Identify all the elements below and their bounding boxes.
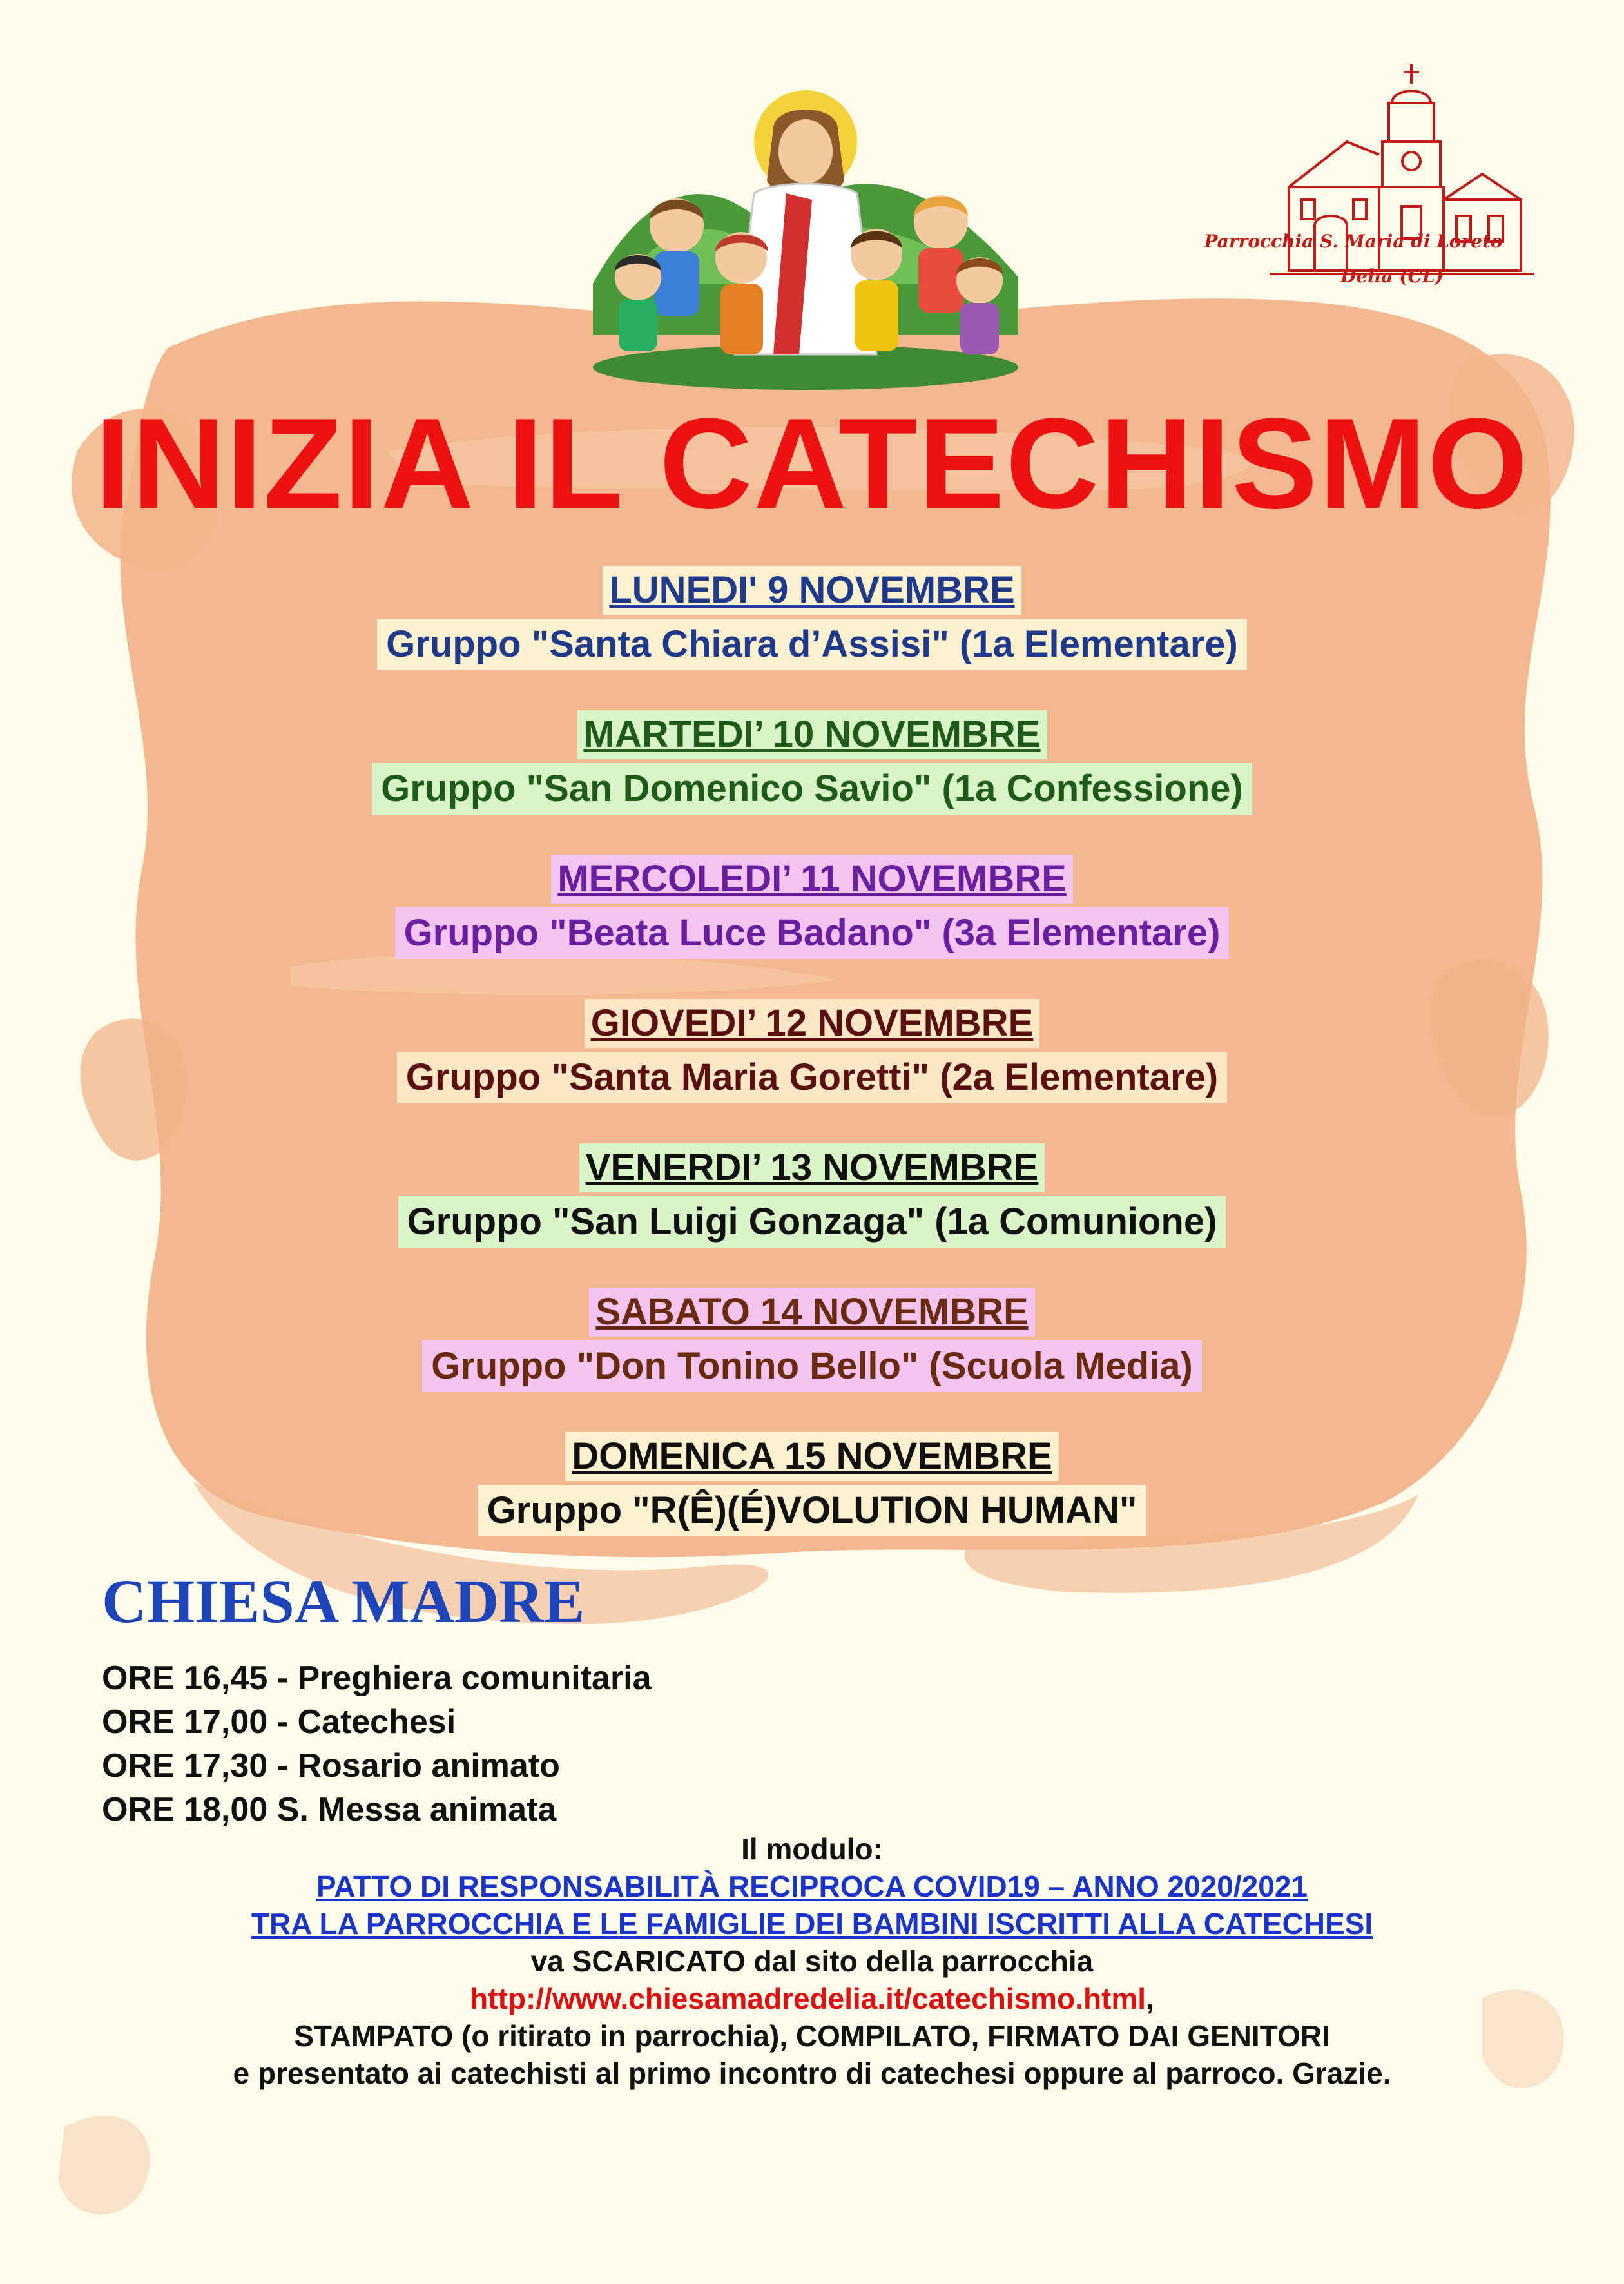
closing-instruction: e presentato ai catechisti al primo incontro di catechesi oppure al parroco. Grazie.	[233, 2057, 1391, 2090]
schedule-item: ORE 18,00 S. Messa animata	[102, 1791, 557, 1828]
event-group: Gruppo "Santa Chiara d’Assisi" (1a Elementare)	[377, 619, 1247, 670]
logo-parish-location: Delia (CL)	[1340, 266, 1444, 287]
event-group: Gruppo "R(Ê)(É)VOLUTION HUMAN"	[478, 1485, 1146, 1536]
event-thursday	[0, 994, 1624, 1138]
event-date: VENERDI’ 13 NOVEMBRE	[579, 1143, 1045, 1192]
event-date: GIOVEDI’ 12 NOVEMBRE	[585, 999, 1040, 1048]
church-heading: CHIESA MADRE	[102, 1567, 585, 1636]
logo-parish-name: Parrocchia S. Maria di Loreto	[1204, 231, 1503, 252]
module-intro: Il modulo:	[741, 1832, 883, 1866]
catechism-url-link[interactable]: http://www.chiesamadredelia.it/catechismo.html	[470, 1982, 1146, 2015]
print-instruction: STAMPATO (o ritirato in parrochia), COMPILATO, FIRMATO DAI GENITORI	[294, 2019, 1330, 2053]
module-info	[0, 1830, 1624, 2092]
event-friday	[0, 1138, 1624, 1282]
event-group: Gruppo "Beata Luce Badano" (3a Elementare)	[395, 907, 1230, 959]
schedule-list	[102, 1656, 652, 1832]
event-date: MERCOLEDI’ 11 NOVEMBRE	[551, 855, 1073, 904]
schedule-item: ORE 16,45 - Preghiera comunitaria	[102, 1660, 652, 1697]
covid-pact-link-line1[interactable]: PATTO DI RESPONSABILITÀ RECIPROCA COVID19 – ANNO 2020/2021	[316, 1870, 1308, 1903]
event-date: MARTEDI’ 10 NOVEMBRE	[577, 710, 1047, 759]
schedule-item: ORE 17,00 - Catechesi	[102, 1703, 456, 1741]
event-date: DOMENICA 15 NOVEMBRE	[565, 1432, 1059, 1481]
event-sunday	[0, 1427, 1624, 1571]
event-group: Gruppo "Don Tonino Bello" (Scuola Media)	[422, 1340, 1202, 1392]
url-suffix: ,	[1146, 1982, 1154, 2015]
jesus-with-children-illustration	[580, 90, 1031, 393]
event-group: Gruppo "San Domenico Savio" (1a Confessione)	[372, 763, 1252, 815]
schedule-item: ORE 17,30 - Rosario animato	[102, 1747, 560, 1785]
event-date: SABATO 14 NOVEMBRE	[589, 1288, 1034, 1337]
event-date: LUNEDI' 9 NOVEMBRE	[603, 566, 1021, 615]
event-group: Gruppo "San Luigi Gonzaga" (1a Comunione)	[398, 1196, 1226, 1248]
page-title: INIZIA IL CATECHISMO	[95, 392, 1529, 536]
event-wednesday	[0, 849, 1624, 994]
covid-pact-link-line2[interactable]: TRA LA PARROCCHIA E LE FAMIGLIE DEI BAMBINI ISCRITTI ALLA CATECHESI	[251, 1907, 1373, 1940]
download-instruction: va SCARICATO dal sito della parrocchia	[530, 1944, 1094, 1978]
events-list	[0, 561, 1624, 1571]
event-tuesday	[0, 705, 1624, 849]
event-saturday	[0, 1282, 1624, 1427]
event-group: Gruppo "Santa Maria Goretti" (2a Elementare)	[397, 1052, 1227, 1103]
event-monday	[0, 561, 1624, 705]
